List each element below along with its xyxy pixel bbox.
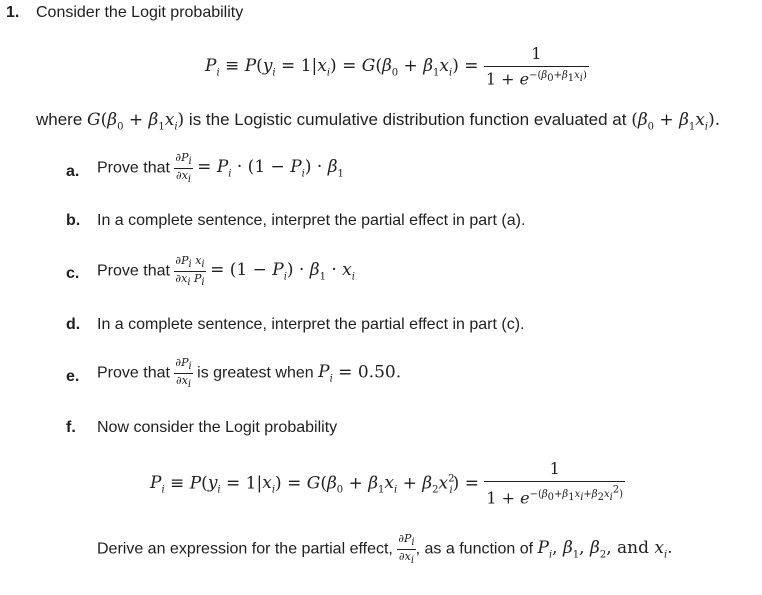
part-b-label: b. <box>66 212 81 229</box>
part-a-text: Prove that $\frac{\partial P_i}{\partial x_i}$ = $P_i \cdot (1 - P_i) \cdot \beta_1$ <box>97 151 344 186</box>
derive-line: Derive an expression for the partial effect, $\frac{\partial P_i}{\partial x_i}$ , as a function of $P_i$, $\beta_1$, $\beta_2$, and $x_i$. <box>97 532 673 567</box>
part-b-text: In a complete sentence, interpret the partial effect in part (a). <box>97 212 526 229</box>
question-intro: Consider the Logit probability <box>36 4 244 21</box>
question-number: 1. <box>6 4 20 21</box>
logit-equation-quadratic: $P_i \equiv P(y_i = 1|x_i) = G(\beta_0 + \beta_1x_i + \beta_2x^2_i)$ = $\frac{1}{1 + e^{-(\beta_0+\beta_1x_i+\beta_2x_i^2)}}$ <box>150 459 624 508</box>
where-prefix: where <box>36 110 83 129</box>
logistic-fraction: $\frac{1}{1 + e^{-(\beta_0+\beta_1x_i)}}$ <box>485 44 587 89</box>
logit-equation: $P_i \equiv P(y_i = 1|x_i) = G(\beta_0 + \beta_1x_i)$ = $\frac{1}{1 + e^{-(\beta_0+\beta_1x_i)}}$ <box>205 44 587 89</box>
part-f-text: Now consider the Logit probability <box>97 419 338 436</box>
elasticity-fraction: $\frac{\partial P_i x_i}{\partial x_i P_i}$ <box>175 254 205 289</box>
part-c-label: c. <box>66 265 80 282</box>
where-mid: is the Logistic cumulative distribution function evaluated at <box>188 110 627 129</box>
where-line: where $G(\beta_0 + \beta_1x_i)$ is the Logistic cumulative distribution function evaluated at $(\beta_0 + \beta_1x_i)$. <box>36 110 721 133</box>
part-d-text: In a complete sentence, interpret the partial effect in part (c). <box>97 316 525 333</box>
part-a-label: a. <box>66 163 80 180</box>
part-d-label: d. <box>66 316 81 333</box>
partial-derivative-fraction: $\frac{\partial P_i}{\partial x_i}$ <box>175 356 192 391</box>
partial-derivative-fraction: $\frac{\partial P_i}{\partial x_i}$ <box>175 151 192 186</box>
part-e-text: Prove that $\frac{\partial P_i}{\partial x_i}$ is greatest when $P_i = 0.50$. <box>97 356 402 391</box>
part-f-label: f. <box>66 419 76 436</box>
part-c-text: Prove that $\frac{\partial P_i x_i}{\partial x_i P_i}$ = $(1 - P_i) \cdot \beta_1 \cdot x_i$ <box>97 254 355 289</box>
part-e-label: e. <box>66 368 80 385</box>
logistic-fraction-quadratic: $\frac{1}{1 + e^{-(\beta_0+\beta_1x_i+\beta_2x_i^2)}}$ <box>486 459 624 508</box>
partial-derivative-fraction: $\frac{\partial P_i}{\partial x_i}$ <box>398 532 415 567</box>
